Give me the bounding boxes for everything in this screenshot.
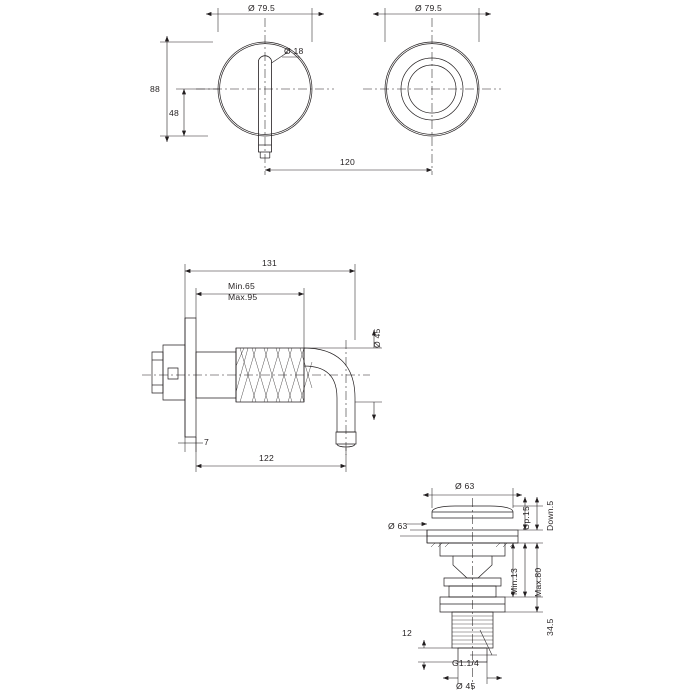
dim-tail-height: 12 xyxy=(402,628,412,638)
spout-geometry xyxy=(152,318,356,447)
dim-plate2-diameter: Ø 79.5 xyxy=(415,3,442,13)
dim-travel-up: Up.15 xyxy=(521,506,531,530)
dim-plate-spacing: 120 xyxy=(340,157,355,167)
dim-thread-size: G1.1/4 xyxy=(452,658,479,668)
dim-plate-thickness: 7 xyxy=(204,437,209,447)
dim-seat-diameter: Ø 63 xyxy=(388,521,408,531)
dim-basin-thickness-max: Max.80 xyxy=(533,567,543,597)
dim-basin-thickness-min: Min.13 xyxy=(509,568,519,595)
dim-plate1-height-total: 88 xyxy=(150,84,160,94)
dim-waste-body-height: 34.5 xyxy=(545,618,555,636)
dim-wall-thickness-max: Max.95 xyxy=(228,292,258,302)
dim-spout-projection: 122 xyxy=(259,453,274,463)
dim-plate1-diameter: Ø 79.5 xyxy=(248,3,275,13)
dim-spout-total-length: 131 xyxy=(262,258,277,268)
dim-handle-diameter: Ø 18 xyxy=(284,46,304,56)
dim-spout-body-diameter: Ø 45 xyxy=(372,328,382,348)
dim-tail-diameter: Ø 45 xyxy=(456,681,476,691)
dim-plate1-height-center: 48 xyxy=(169,108,179,118)
dim-cap-diameter: Ø 63 xyxy=(455,481,475,491)
dim-wall-thickness-min: Min.65 xyxy=(228,281,255,291)
dim-travel-down: Down.5 xyxy=(545,500,555,531)
